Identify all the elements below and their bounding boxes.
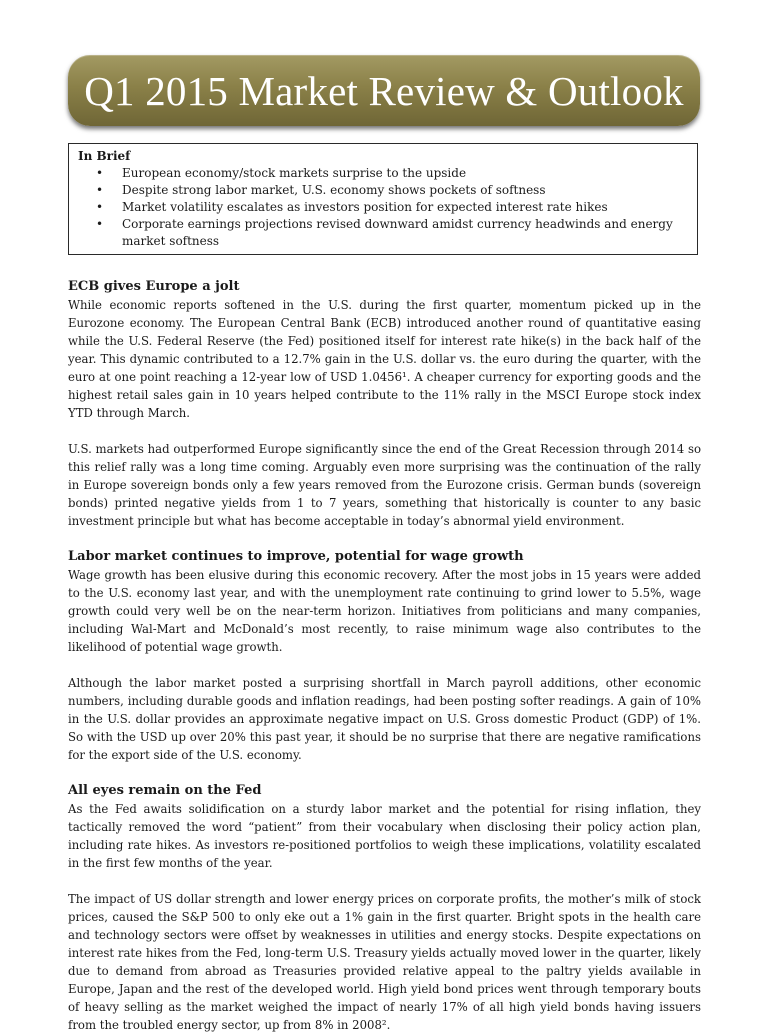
title-banner — [68, 55, 700, 126]
bullet-icon: • — [96, 200, 104, 214]
list-item — [78, 199, 689, 216]
list-item — [78, 182, 689, 199]
paragraph: Wage growth has been elusive during this economic recovery. After the most jobs in 15 years were added to the U.S. economy last year, and with the unemployment rate continuing to grind lower to 5.5%, wage growth could very well be on the near-term horizon. Initiatives from politicians and many companies, including Wal-Mart and McDonald’s most recently, to raise minimum wage also contributes to the likelihood of potential wage growth. — [68, 568, 701, 654]
list-item — [78, 165, 689, 182]
brief-item-text: European economy/stock markets surprise to the upside — [122, 166, 467, 180]
brief-item-text: Market volatility escalates as investors position for expected interest rate hikes — [122, 200, 608, 214]
in-brief-list — [78, 165, 689, 250]
brief-item-text: Corporate earnings projections revised downward amidst currency headwinds and energy market softness — [122, 217, 673, 248]
section-heading-labor-market: Labor market continues to improve, potential for wage growth — [68, 549, 524, 564]
paragraph: As the Fed awaits solidification on a sturdy labor market and the potential for rising inflation, they tactically removed the word “patient” from their vocabulary when disclosing their policy action plan, including rate hikes. As investors re-positioned portfolios to weigh these implications, volatility escalated in the first few months of the year. — [68, 802, 701, 870]
in-brief-box — [68, 143, 698, 255]
page-title: Q1 2015 Market Review & Outlook — [84, 67, 684, 114]
in-brief-title: In Brief — [78, 149, 131, 163]
paragraph: U.S. markets had outperformed Europe significantly since the end of the Great Recession through 2014 so this relief rally was a long time coming. Arguably even more surprising was the continuation of the rally in Europe sovereign bonds only a few years removed from the Eurozone crisis. German bunds (sovereign bonds) printed negative yields from 1 to 7 years, something that historically is counter to any basic investment principle but what has become acceptable in today’s abnormal yield environment. — [68, 442, 701, 528]
list-item — [78, 216, 689, 250]
paragraph: The impact of US dollar strength and lower energy prices on corporate profits, the mother’s milk of stock prices, caused the S&P 500 to only eke out a 1% gain in the first quarter. Bright spots in the health care and technology sectors were offset by weaknesses in utilities and energy stocks. Despite expectations on interest rate hikes from the Fed, long-term U.S. Treasury yields actually moved lower in the quarter, likely due to demand from abroad as Treasuries provided relative appeal to the paltry yields available in Europe, Japan and the rest of the developed world. High yield bond prices went through temporary bouts of heavy selling as the market weighed the impact of nearly 17% of all high yield bonds having issuers from the troubled energy sector, up from 8% in 2008². — [68, 892, 701, 1032]
paragraph: Although the labor market posted a surprising shortfall in March payroll additions, other economic numbers, including durable goods and inflation readings, had been posting softer readings. A gain of 10% in the U.S. dollar provides an approximate negative impact on U.S. Gross domestic Product (GDP) of 1%. So with the USD up over 20% this past year, it should be no surprise that there are negative ramifications for the export side of the U.S. economy. — [68, 676, 701, 762]
paragraph: While economic reports softened in the U.S. during the first quarter, momentum picked up in the Eurozone economy. The European Central Bank (ECB) introduced another round of quantitative easing while the U.S. Federal Reserve (the Fed) positioned itself for interest rate hike(s) in the back half of the year. This dynamic contributed to a 12.7% gain in the U.S. dollar vs. the euro during the quarter, with the euro at one point reaching a 12-year low of USD 1.0456¹. A cheaper currency for exporting goods and the highest retail sales gain in 10 years helped contribute to the 11% rally in the MSCI Europe stock index YTD through March. — [68, 298, 701, 420]
bullet-icon: • — [96, 183, 104, 197]
brief-item-text: Despite strong labor market, U.S. economy shows pockets of softness — [122, 183, 546, 197]
section-heading-fed: All eyes remain on the Fed — [68, 783, 262, 798]
bullet-icon: • — [96, 217, 104, 231]
article-body — [68, 278, 701, 1034]
bullet-icon: • — [96, 166, 104, 180]
section-heading-ecb: ECB gives Europe a jolt — [68, 279, 240, 294]
